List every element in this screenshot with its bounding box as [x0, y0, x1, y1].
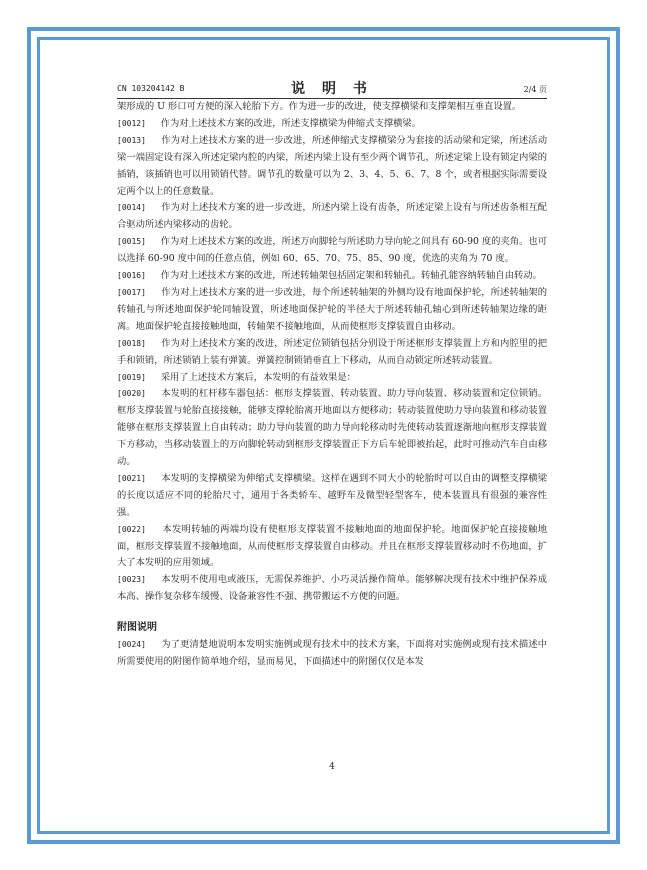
paragraph — [117, 386, 547, 471]
paragraph-text: 为了更清楚地说明本发明实施例或现有技术中的技术方案，下面将对实施例或现有技术描述中所需要使用的附图作简单地介绍，显而易见，下面描述中的附图仅仅是本发 — [117, 639, 547, 667]
paragraph-number: [0020] — [117, 389, 146, 399]
paragraph-text: 本发明不使用电或液压，无需保养维护、小巧灵活操作简单。能够解决现有技术中维护保养成本高、操作复杂移车缓慢、设备兼容性不强、携带搬运不方便的问题。 — [117, 574, 547, 603]
paragraph — [117, 268, 547, 285]
doc-number: CN 103204142 B — [117, 84, 185, 93]
paragraph-number: [0022] — [117, 524, 146, 534]
doc-title: 说 明 书 — [291, 81, 373, 97]
paragraph — [117, 572, 547, 606]
paragraph-text: 作为对上述技术方案的进一步改进，所述内梁上设有齿条，所述定梁上设有与所述齿条相互配合驱动所述内梁移动的齿轮。 — [117, 202, 547, 231]
paragraph — [117, 471, 547, 522]
paragraph — [117, 370, 547, 387]
paragraph-number: [0021] — [117, 473, 146, 483]
page-info: 2/4 页 — [523, 85, 547, 94]
paragraph — [117, 522, 547, 573]
paragraph-number: [0024] — [117, 640, 146, 650]
paragraph — [117, 116, 547, 133]
paragraph — [117, 99, 547, 116]
paragraph-text: 本发明的支撑横梁为伸缩式支撑横梁。这样在遇到不同大小的轮胎时可以自由的调整支撑横梁的长度以适应不同的轮胎尺寸，通用于各类轿车、越野车及微型轻型客车，使本装置具有很强的兼容性强。 — [117, 472, 547, 518]
paragraph-number: [0017] — [117, 287, 146, 297]
document-body — [117, 99, 547, 671]
paragraph-text: 作为对上述技术方案的改进，所述万向脚轮与所述助力导向轮之间具有 60-90 度的夹角。也可以选择 60-90 度中间的任意点值，例如 60、65、70、75、85、90 度，优选的夹角为 70 度。 — [117, 236, 547, 265]
paragraph-text: 作为对上述技术方案的改进，所述支撑横梁为伸缩式支撑横梁。 — [160, 117, 422, 129]
paragraph-text: 作为对上述技术方案的改进，所述转轴架包括固定架和转轴孔。转轴孔能容纳转轴自由转动。 — [160, 270, 542, 282]
paragraph-number: [0019] — [117, 372, 146, 382]
paragraph-number: [0015] — [117, 237, 146, 247]
paragraph — [117, 133, 547, 201]
paragraph-number: [0016] — [117, 271, 146, 281]
paragraph-number: [0012] — [117, 118, 146, 128]
paragraph — [117, 234, 547, 268]
paragraph-text: 本发明转轴的两端均设有使框形支撑装置不接触地面的地面保护轮。地面保护轮直接接触地面，框形支撑装置不接触地面，从而使框形支撑装置自由移动。并且在框形支撑装置移动时不伤地面，扩大了本发明的应用领域。 — [117, 523, 547, 569]
paragraph-number: [0018] — [117, 338, 146, 348]
paragraph-number: [0014] — [117, 203, 146, 213]
paragraph — [117, 336, 547, 370]
page-header — [117, 74, 547, 99]
paragraph-text: 作为对上述技术方案的改进，所述定位锁销包括分别设于所述框形支撑装置上方和内腔里的把手和锁销，所述锁销上装有弹簧。弹簧控制锁销垂直上下移动，从而自动锁定所述转动装置。 — [117, 337, 547, 366]
paragraph-text: 本发明的杠杆移车器包括：框形支撑装置、转动装置、助力导向装置、移动装置和定位锁销。框形支撑装置与轮胎直接接触，能够支撑轮胎离开地面以方便移动；转动装置使助力导向装置和移动装置能够在框形支撑装置上自由转动；助力导向装置的助力导向轮移动时先使转动装置逐渐地向框形支撑装置下方移动，当移动装置上的万向脚轮转动到框形支撑装置正下方后车轮即被抬起，此时可推动汽车自由移动。 — [117, 388, 547, 468]
paragraph-text: 作为对上述技术方案的进一步改进，每个所述转轴架的外侧均设有地面保护轮，所述转轴架的转轴孔与所述地面保护轮同轴设置，所述地面保护轮的半径大于所述转轴孔轴心到所述转轴架边缘的距离。地面保护轮直接接触地面，转轴架不接触地面，从而使框形支撑装置自由移动。 — [117, 286, 547, 332]
paragraph-number: [0013] — [117, 135, 146, 145]
paragraph — [117, 637, 547, 671]
paragraph-text: 作为对上述技术方案的进一步改进，所述伸缩式支撑横梁分为套接的活动梁和定梁，所述活动梁一端固定设有深入所述定梁内腔的内梁，所述内梁上设有至少两个调节孔，所述定梁上设有锁定内梁的插销，该插销也可以用锁销代替。调节孔的数量可以为 2、3、4、5、6、7、8 个，或者根据实际需要设定两个以上的任意数量。 — [117, 134, 547, 197]
page-number: 4 — [329, 762, 335, 772]
paragraph-number: [0023] — [117, 575, 146, 585]
paragraph — [117, 285, 547, 336]
paragraph-text: 采用了上述技术方案后，本发明的有益效果是： — [160, 371, 356, 383]
paragraph-text: 架形成的 U 形口可方便的深入轮胎下方。作为进一步的改进，使支撑横梁和支撑架相互垂直设置。 — [117, 101, 522, 112]
section-title: 附图说明 — [117, 622, 157, 634]
paragraph — [117, 200, 547, 234]
document-page — [117, 74, 547, 794]
